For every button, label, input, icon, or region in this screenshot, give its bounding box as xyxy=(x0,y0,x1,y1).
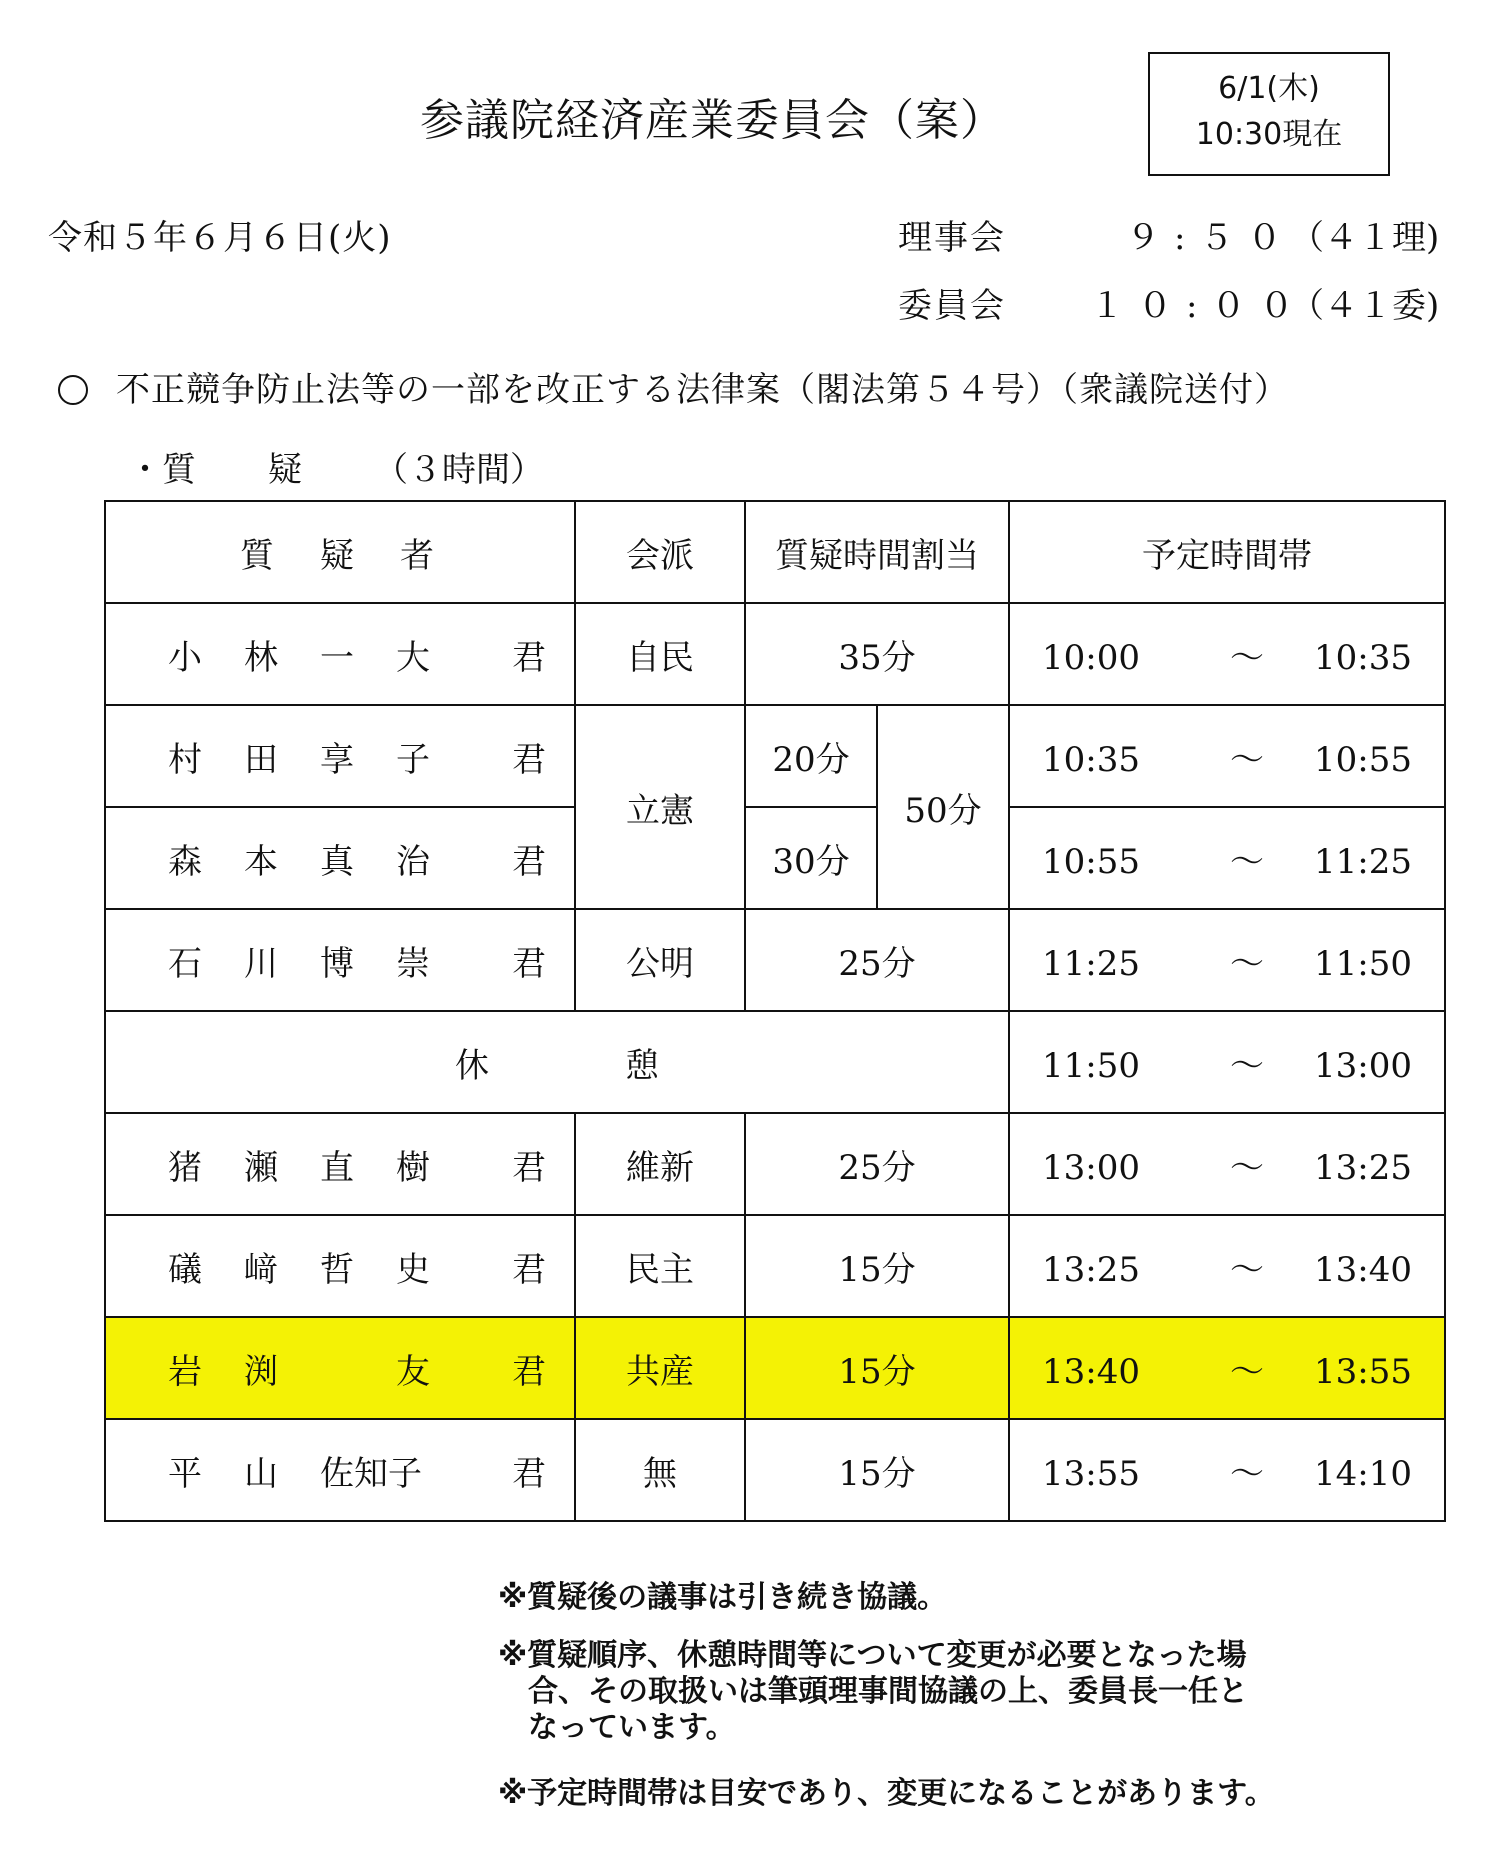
questioner-name: 平 山 佐知子 君 xyxy=(105,1419,575,1521)
questioner-name: 森 本 真 治 君 xyxy=(105,807,575,909)
allotted-minutes: 15分 xyxy=(745,1419,1009,1521)
section-label-part2: 疑 xyxy=(268,450,302,490)
allotted-minutes: 15分 xyxy=(745,1215,1009,1317)
bill-line xyxy=(58,362,1289,411)
note-2: ※質疑順序、休憩時間等について変更が必要となった場 合、その取扱いは筆頭理事間協議の上、委員長一任と なっています。 xyxy=(498,1638,1248,1745)
allotted-minutes: 25分 xyxy=(745,909,1009,1011)
board-room: （４１理) xyxy=(1290,218,1440,258)
committee-time: １０:００ xyxy=(1090,286,1308,326)
allotted-minutes: 25分 xyxy=(745,1113,1009,1215)
stamp-time: 10:30現在 xyxy=(1195,117,1343,152)
faction: 無 xyxy=(575,1419,745,1521)
as-of-stamp-box xyxy=(1148,52,1390,176)
header-faction: 会派 xyxy=(575,501,745,603)
circle-bullet-icon xyxy=(58,375,88,405)
table-row xyxy=(105,603,1445,705)
questioner-name: 村 田 享 子 君 xyxy=(105,705,575,807)
recess-label: 休 憩 xyxy=(105,1011,1009,1113)
table-row xyxy=(105,909,1445,1011)
table-row xyxy=(105,807,1445,909)
table-row xyxy=(105,1419,1445,1521)
bill-title: 不正競争防止法等の一部を改正する法律案（閣法第５４号）（衆議院送付） xyxy=(116,370,1289,410)
faction: 立憲 xyxy=(575,705,745,909)
time-slot: 11:50 ～ 13:00 xyxy=(1009,1011,1445,1113)
faction: 維新 xyxy=(575,1113,745,1215)
allotted-minutes: 20分 xyxy=(745,705,877,807)
time-slot: 13:00 ～ 13:25 xyxy=(1009,1113,1445,1215)
faction: 公明 xyxy=(575,909,745,1011)
allotted-minutes: 30分 xyxy=(745,807,877,909)
time-slot: 10:55 ～ 11:25 xyxy=(1009,807,1445,909)
committee-label: 委員会 xyxy=(898,286,1006,326)
board-label: 理事会 xyxy=(898,218,1006,258)
table-row xyxy=(105,705,1445,807)
allotted-minutes: 35分 xyxy=(745,603,1009,705)
allotted-minutes: 15分 xyxy=(745,1317,1009,1419)
meeting-date: 令和５年６月６日(火) xyxy=(48,218,392,258)
stamp-date: 6/1(木) xyxy=(1218,71,1320,106)
header-time-slot: 予定時間帯 xyxy=(1009,501,1445,603)
header-questioner: 質 疑 者 xyxy=(105,501,575,603)
questioner-name: 岩 渕 友 君 xyxy=(105,1317,575,1419)
time-slot: 13:40 ～ 13:55 xyxy=(1009,1317,1445,1419)
faction: 共産 xyxy=(575,1317,745,1419)
section-duration: （３時間） xyxy=(374,450,544,490)
questioner-name: 礒 﨑 哲 史 君 xyxy=(105,1215,575,1317)
time-slot: 13:25 ～ 13:40 xyxy=(1009,1215,1445,1317)
highlighted-table-row xyxy=(105,1317,1445,1419)
time-slot: 10:35 ～ 10:55 xyxy=(1009,705,1445,807)
header-allotment: 質疑時間割当 xyxy=(745,501,1009,603)
questioning-schedule-table xyxy=(104,500,1446,1522)
section-heading xyxy=(128,442,544,491)
faction: 自民 xyxy=(575,603,745,705)
time-slot: 11:25 ～ 11:50 xyxy=(1009,909,1445,1011)
questioner-name: 猪 瀬 直 樹 君 xyxy=(105,1113,575,1215)
recess-row xyxy=(105,1011,1445,1113)
table-row xyxy=(105,1215,1445,1317)
table-row xyxy=(105,1113,1445,1215)
faction: 民主 xyxy=(575,1215,745,1317)
note-3: ※予定時間帯は目安であり、変更になることがあります。 xyxy=(498,1776,1275,1811)
board-time: ９:５０ xyxy=(1126,218,1296,258)
group-allotted-minutes: 50分 xyxy=(877,705,1009,909)
table-header-row xyxy=(105,501,1445,603)
note-1: ※質疑後の議事は引き続き協議。 xyxy=(498,1580,948,1615)
section-label-part1: ・質 xyxy=(128,450,196,490)
document-title: 参議院経済産業委員会（案） xyxy=(420,95,1005,146)
time-slot: 10:00 ～ 10:35 xyxy=(1009,603,1445,705)
time-slot: 13:55 ～ 14:10 xyxy=(1009,1419,1445,1521)
questioner-name: 石 川 博 崇 君 xyxy=(105,909,575,1011)
questioner-name: 小 林 一 大 君 xyxy=(105,603,575,705)
committee-room: （４１委) xyxy=(1290,286,1440,326)
